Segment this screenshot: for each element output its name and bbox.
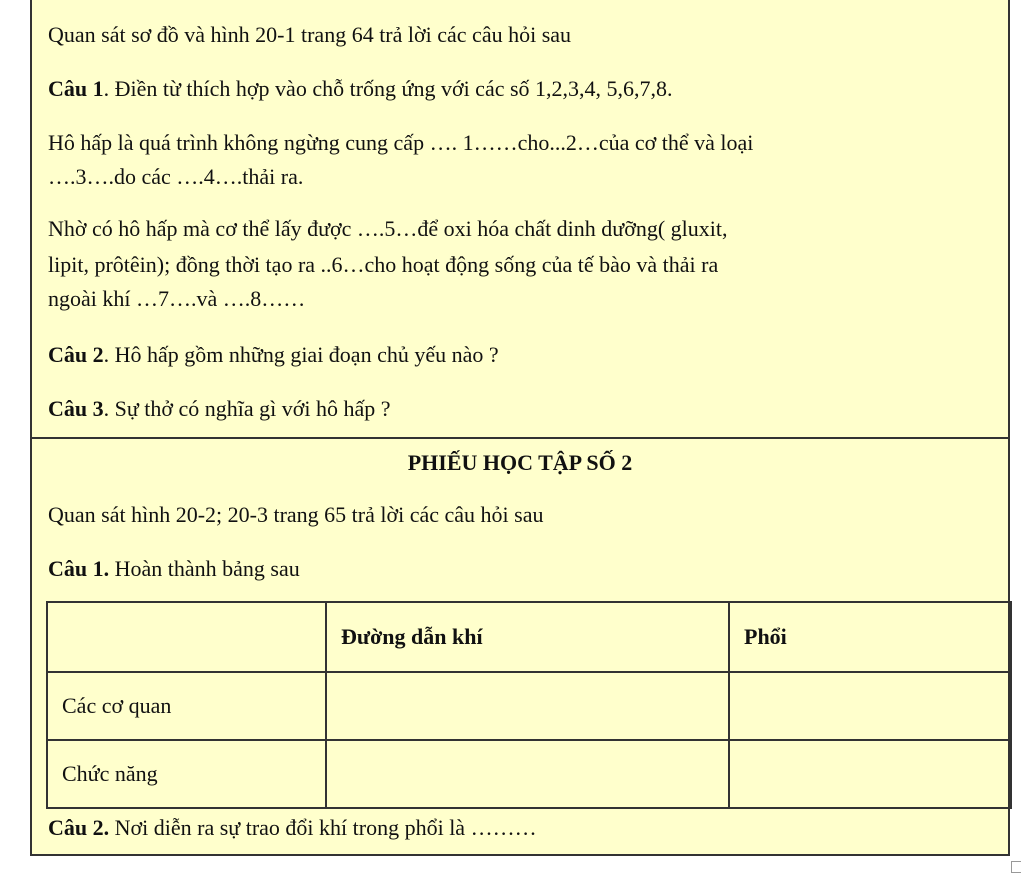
section-divider bbox=[32, 437, 1008, 439]
table-cell-blank bbox=[326, 740, 729, 808]
part2-question-2 bbox=[48, 811, 537, 845]
intro-text-2: Quan sát hình 20-2; 20-3 trang 65 trả lời các câu hỏi sau bbox=[48, 502, 544, 527]
paragraph-2-line-3: ngoài khí …7….và ….8…… bbox=[48, 286, 306, 311]
table-cell-blank bbox=[729, 672, 1011, 740]
table-header-airways: Đường dẫn khí bbox=[326, 602, 729, 672]
part2-question-1-text: Hoàn thành bảng sau bbox=[109, 556, 300, 581]
paragraph-2-line-2: lipit, prôtêin); đồng thời tạo ra ..6…cho hoạt động sống của tế bào và thải ra bbox=[48, 252, 719, 277]
question-2 bbox=[48, 338, 499, 372]
worksheet-2-heading: PHIẾU HỌC TẬP SỐ 2 bbox=[407, 450, 633, 475]
paragraph-1-line-2: ….3….do các ….4….thải ra. bbox=[48, 164, 304, 189]
table-cell-blank bbox=[729, 740, 1011, 808]
intro-text-1: Quan sát sơ đồ và hình 20-1 trang 64 trả lời các câu hỏi sau bbox=[48, 22, 572, 47]
question-1-text: . Điền từ thích hợp vào chỗ trống ứng với các số 1,2,3,4, 5,6,7,8. bbox=[103, 76, 673, 101]
table-cell-blank bbox=[326, 672, 729, 740]
part2-question-2-text: Nơi diễn ra sự trao đổi khí trong phổi là ……… bbox=[109, 815, 537, 840]
row-label-organs: Các cơ quan bbox=[47, 672, 326, 740]
question-3 bbox=[48, 392, 391, 426]
question-1 bbox=[48, 72, 673, 106]
paragraph-1-line-1: Hô hấp là quá trình không ngừng cung cấp …. 1……cho...2…của cơ thể và loại bbox=[48, 130, 754, 155]
fill-in-table bbox=[46, 601, 1012, 809]
question-2-text: . Hô hấp gồm những giai đoạn chủ yếu nào ? bbox=[103, 342, 499, 367]
table-header-cell-empty bbox=[47, 602, 326, 672]
question-3-label: Câu 3 bbox=[48, 396, 104, 421]
page-corner-mark bbox=[1011, 861, 1021, 873]
question-1-label: Câu 1 bbox=[48, 76, 104, 101]
question-3-text: . Sự thở có nghĩa gì với hô hấp ? bbox=[103, 396, 391, 421]
part2-question-2-label: Câu 2. bbox=[48, 815, 110, 840]
table-header-row bbox=[47, 602, 1011, 672]
worksheet bbox=[30, 0, 1010, 856]
row-label-function: Chức năng bbox=[47, 740, 326, 808]
question-2-label: Câu 2 bbox=[48, 342, 104, 367]
paragraph-2-line-1: Nhờ có hô hấp mà cơ thể lấy được ….5…để oxi hóa chất dinh dưỡng( gluxit, bbox=[48, 216, 728, 241]
table-header-lungs: Phổi bbox=[729, 602, 1011, 672]
table-row bbox=[47, 672, 1011, 740]
table-row bbox=[47, 740, 1011, 808]
part2-question-1 bbox=[48, 552, 300, 586]
part2-question-1-label: Câu 1. bbox=[48, 556, 110, 581]
